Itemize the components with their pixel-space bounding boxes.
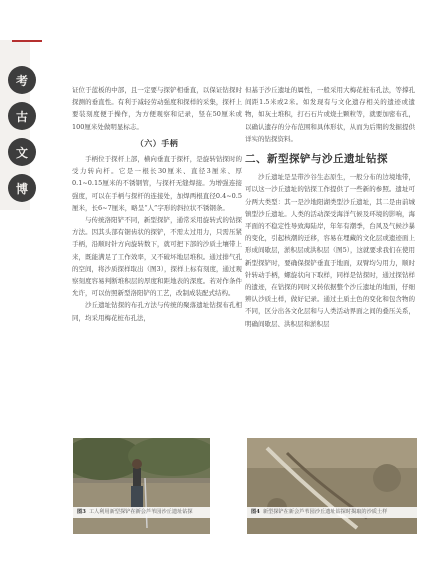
photo-soil-sample [247, 438, 417, 534]
paragraph: 沙丘遗址钻探的布孔方法与传统的聚落遗址钻探布孔相同，均采用梅花桩布孔法， [72, 301, 242, 322]
figure-caption-text: 工人利用新型探铲在新会芦苇园沙丘遗址钻探 [88, 509, 193, 515]
figure-number: 图3 [77, 509, 86, 515]
paragraph: 沙丘遗址是呈带沙谷生态原生，一般分布的边境地带，可以这一沙丘遗址的钻探工作提供了一些新的参照。遗址可分两大类型：其一是沙地阳湖类型沙丘遗址，其二是由前城镇型沙丘遗址。人类的活动深受海洋气候及环境的影响，海平面的不稳定性导致海陆岸，年年有潮季，台风及气候沙暴的变化，引起核潮的迁移，容易在埋藏的文化层或遗迹面上形成间歇层，淤积层或洪积层（图5），这就要求我们在使用新型探铲时，要确保探铲垂直于地面，双臂均匀用力，顺时针转动手柄，螺旋状向下取样，同样是钻探时，通过探钻样的遗迹，在钻探的同时又转依据整个沙丘遗址的地面，仔细辨认沙质土样，做好记录。通过土质土色的变化和包含物的不同，区分出各文化层和与人类活动界面之间的叠压关系，明确间歇层、洪积层和淤积层 [245, 173, 415, 328]
left-column [72, 84, 242, 324]
section-tag-char: 博 [8, 174, 36, 202]
figure-caption [73, 507, 210, 518]
accent-rule [12, 40, 42, 42]
paragraph: 手柄位于探杆上部，横向垂直于探杆，是旋转钻探时的受力转向杆。它是一根长30厘米、直径3厘米、厚0.1~0.15厘米的不锈钢管，与探杆无缝焊接。为增强连接强度，可以在手柄与探杆的连接处，加焊两根直径0.4~0.5厘米，长6~7厘米，略呈“人”字形的斜拉状不锈钢条。 [72, 155, 242, 212]
paragraph: 但基于沙丘遗址的属性，一般采用大梅花桩布孔法，等撑孔间距1.5米或2米。如发现有与文化遗存相关的遗迹或遗物，如灰土堆积，打石石片或烧土颗粒等，就要加密布孔，以确认遗存的分布范围和具体形状，从而为后期的发掘提供详实的钻探资料。 [245, 86, 415, 143]
section-tag [8, 66, 38, 202]
subsection-heading: （六）手柄 [135, 137, 179, 148]
photo-field-drilling [73, 438, 210, 534]
section-heading: 二、新型探铲与沙丘遗址钻探 [245, 153, 388, 166]
section-tag-char: 文 [8, 138, 36, 166]
figure-caption-text: 新型探铲在新会芦苇园沙丘遗址钻探时揭取的沙质土样 [262, 509, 388, 515]
right-column [245, 84, 415, 330]
photo-soil-sample-image [247, 438, 417, 534]
paragraph: 证位于蓝板的中部，且一定要与探铲相垂直，以保证钻探时探测的垂直性。有利于减轻劳动强度和探样的采集，探杆上要装刻度便于操作，为方便观察和记录，竖在50厘米或100厘米处做明显标志。 [72, 86, 242, 131]
photo-field-drilling-image [73, 438, 210, 534]
figure-caption [247, 507, 417, 518]
section-tag-char: 古 [8, 102, 36, 130]
figure-number: 图4 [251, 509, 260, 515]
section-tag-char: 考 [8, 66, 36, 94]
paragraph: 与传统洛阳铲不同，新型探铲，通常采用旋转式的钻探方法。因其头部有锯齿状的探铲，不需太过用力，只需压紧手柄，沿顺时针方向旋转数下，就可把下部的沙质土壤带上来，既能满足了工作效率，又不破坏地层堆积。通过排气孔的空间，将沙质探样取出（图3），探样上标有刻度，通过观察刻度容易判断堆积层的厚度和距地表的深度。若对作条件允许，可以仿照新型洛阳铲的工艺，改制成装配式结构。 [72, 216, 242, 298]
